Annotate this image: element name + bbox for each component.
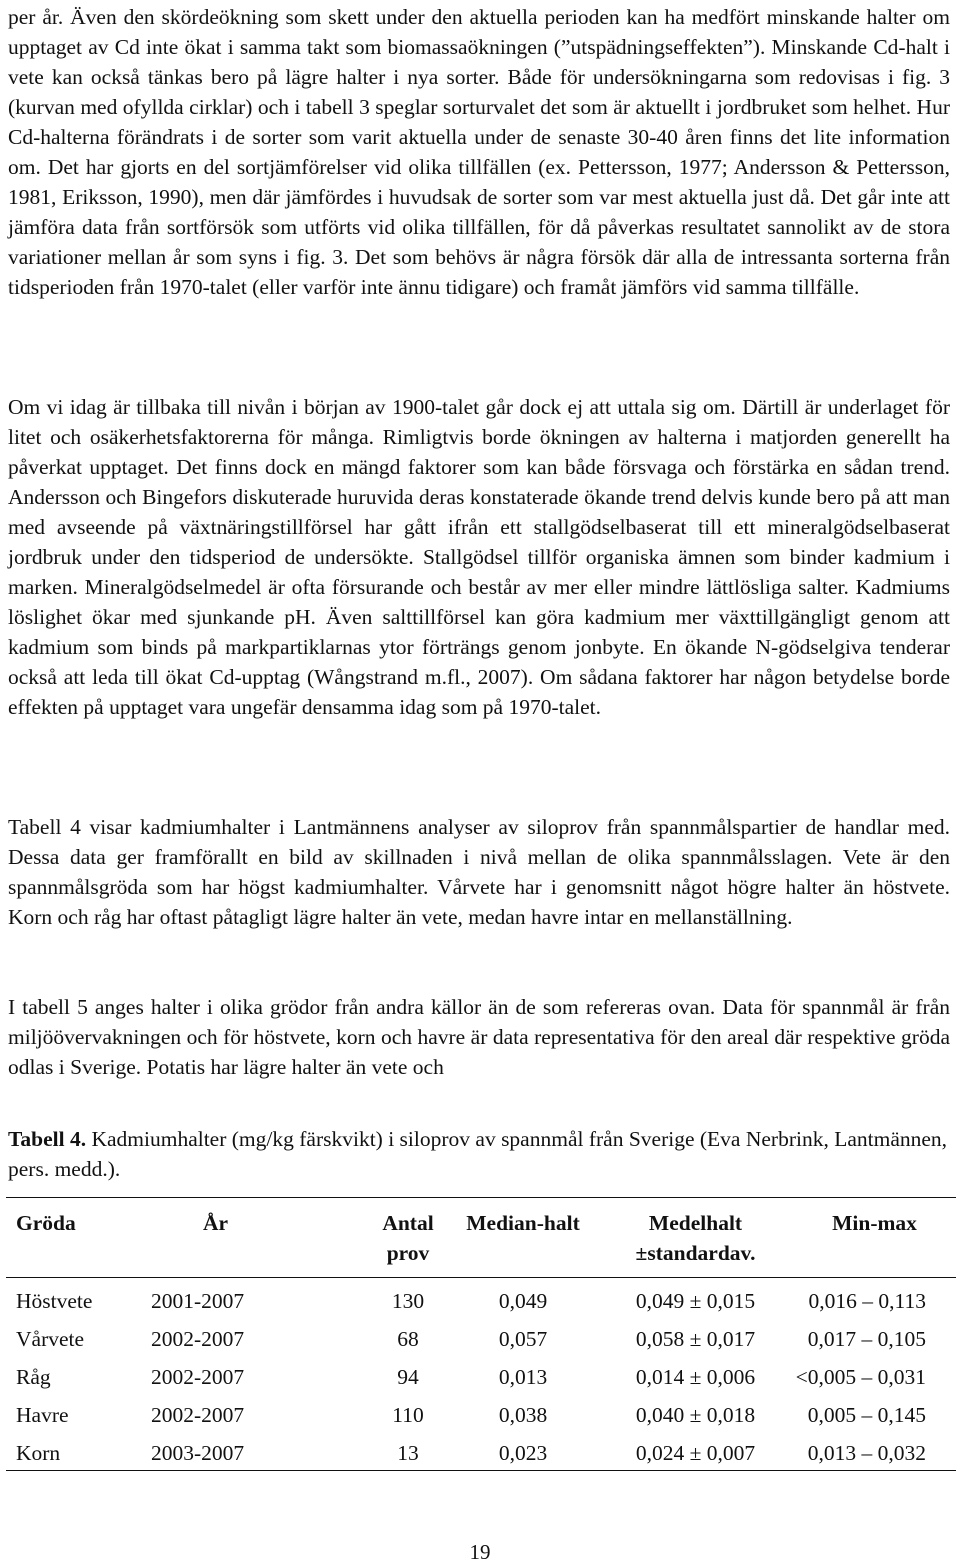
cell-antal-prov: 13 (397, 1441, 419, 1465)
cell-min-max: 0,017 – 0,105 (807, 1327, 926, 1351)
cell-min-max: 0,016 – 0,113 (808, 1289, 926, 1313)
cell-medelhalt: 0,040 ± 0,018 (635, 1403, 756, 1427)
cell-min-max: 0,013 – 0,032 (807, 1441, 926, 1465)
table-row (6, 1320, 956, 1358)
header-antal-prov: Antal prov (382, 1211, 434, 1265)
table-header-row (6, 1208, 956, 1282)
cell-medianhalt: 0,049 (498, 1289, 548, 1313)
cell-groda: Havre (16, 1403, 69, 1427)
cell-antal-prov: 110 (392, 1403, 424, 1427)
header-ar: År (203, 1211, 229, 1235)
table-caption (8, 1124, 948, 1184)
table-body (6, 1282, 956, 1472)
table-row (6, 1434, 956, 1472)
table-row (6, 1282, 956, 1320)
cell-medelhalt: 0,024 ± 0,007 (635, 1441, 756, 1465)
cell-medianhalt: 0,057 (498, 1327, 548, 1351)
table-row (6, 1358, 956, 1396)
cell-groda: Vårvete (16, 1327, 85, 1351)
paragraph-4: I tabell 5 anges halter i olika grödor från andra källor än de som refereras ovan. Data för spannmål är från miljöövervakningen och för höstvete, korn och havre är data representativa för den areal där respektive gröda odlas i Sverige. Potatis har lägre halter än vete och (8, 995, 950, 1079)
cell-medianhalt: 0,023 (498, 1441, 548, 1465)
header-medelhalt: Medelhalt ±standardav. (635, 1211, 756, 1265)
cadmium-table (6, 1208, 956, 1472)
table-row (6, 1396, 956, 1434)
cell-groda: Höstvete (16, 1289, 93, 1313)
cell-medelhalt: 0,058 ± 0,017 (635, 1327, 756, 1351)
cell-ar: 2003-2007 (151, 1441, 245, 1465)
paragraph-3: Tabell 4 visar kadmiumhalter i Lantmännens analyser av siloprov från spannmålspartier de handlar med. Dessa data ger framförallt en bild av skillnaden i nivå mellan de olika spannmålsslagen. Vete är den spannmålsgröda som har högst kadmiumhalter. Vårvete har i genomsnitt något högre halter än höstvete. Korn och råg har oftast påtagligt lägre halter än vete, medan havre intar en mellanställning. (8, 815, 950, 929)
cell-ar: 2002-2007 (151, 1403, 245, 1427)
table-bottom-rule (6, 1470, 956, 1471)
header-medianhalt: Median-halt (466, 1211, 580, 1235)
cell-ar: 2002-2007 (151, 1365, 245, 1389)
paragraph-2: Om vi idag är tillbaka till nivån i början av 1900-talet går dock ej att uttala sig om. Därtill är underlaget för litet och osäkerhetsfaktorerna för många. Rimligtvis borde ökningen av halterna i matjorden generellt ha påverkat upptaget. Det finns dock en mängd faktorer som kan både försvaga och förstärka en sådan trend. Andersson och Bingefors diskuterade huruvida deras konstaterade ökande trend delvis kunde bero på att man med avseende på växtnäringstillförsel har gått ifrån ett stallgödselbaserat till ett mineralgödselbaserat jordbruk under den tidsperiod de undersökte. Stallgödsel tillför organiska ämnen som binder kadmium i marken. Mineralgödselmedel är ofta försurande och består av mer eller mindre lättlösliga salter. Kadmiums löslighet ökar med sjunkande pH. Även salttillförsel kan göra kadmium mer växttillgängligt genom att kadmium som binds på markpartiklarnas ytor förträngs genom jonbyte. En ökande N-gödselgiva tenderar också att leda till ökat Cd-upptag (Wångstrand m.fl., 2007). Om sådana faktorer har någon betydelse borde effekten på upptaget vara ungefär densamma idag som på 1970-talet. (8, 395, 950, 719)
cell-ar: 2001-2007 (151, 1289, 245, 1313)
table-caption-text: Kadmiumhalter (mg/kg färskvikt) i siloprov av spannmål från Sverige (Eva Nerbrink, Lantmännen, pers. medd.). (8, 1127, 948, 1181)
cell-ar: 2002-2007 (151, 1327, 245, 1351)
cell-groda: Korn (16, 1441, 61, 1465)
paragraph-1: per år. Även den skördeökning som skett under den aktuella perioden kan ha medfört minskande halter om upptaget av Cd inte ökat i samma takt som biomassaökningen (”utspädningseffekten”). Minskande Cd-halt i vete kan också tänkas bero på lägre halter i nya sorter. Både för undersökningarna som redovisas i fig. 3 (kurvan med ofyllda cirklar) och i tabell 3 speglar sorturvalet det som är aktuellt i jordbruket som helhet. Hur Cd-halterna förändrats i de sorter som varit aktuella under de senaste 30-40 åren finns det lite information om. Det har gjorts en del sortjämförelser vid olika tillfällen (ex. Pettersson, 1977; Andersson & Pettersson, 1981, Eriksson, 1990), men där jämfördes i huvudsak de sorter som var mest aktuella just då. Det går inte att jämföra data från sortförsök som utförts vid olika tillfällen, för då påverkas resultatet sannolikt av de stora variationer mellan år som syns i fig. 3. Det som behövs är några försök där alla de intressanta sorterna från tidsperioden från 1970-talet (eller varför inte ännu tidigare) och framåt jämförs vid samma tillfälle. (8, 5, 950, 299)
header-groda: Gröda (16, 1211, 76, 1235)
cell-min-max: 0,005 – 0,145 (807, 1403, 926, 1427)
cell-antal-prov: 68 (397, 1327, 419, 1351)
table-header-rule (6, 1277, 956, 1278)
cell-antal-prov: 130 (391, 1289, 425, 1313)
cell-antal-prov: 94 (397, 1365, 419, 1389)
cell-medianhalt: 0,038 (498, 1403, 548, 1427)
cell-medianhalt: 0,013 (498, 1365, 548, 1389)
cell-groda: Råg (16, 1365, 51, 1389)
table-top-rule (6, 1197, 956, 1198)
page-number: 19 (469, 1540, 491, 1564)
table-caption-label: Tabell 4. (8, 1127, 87, 1151)
cell-medelhalt: 0,049 ± 0,015 (635, 1289, 756, 1313)
header-min-max: Min-max (832, 1211, 917, 1235)
cell-medelhalt: 0,014 ± 0,006 (635, 1365, 756, 1389)
cell-min-max: <0,005 – 0,031 (795, 1365, 926, 1389)
